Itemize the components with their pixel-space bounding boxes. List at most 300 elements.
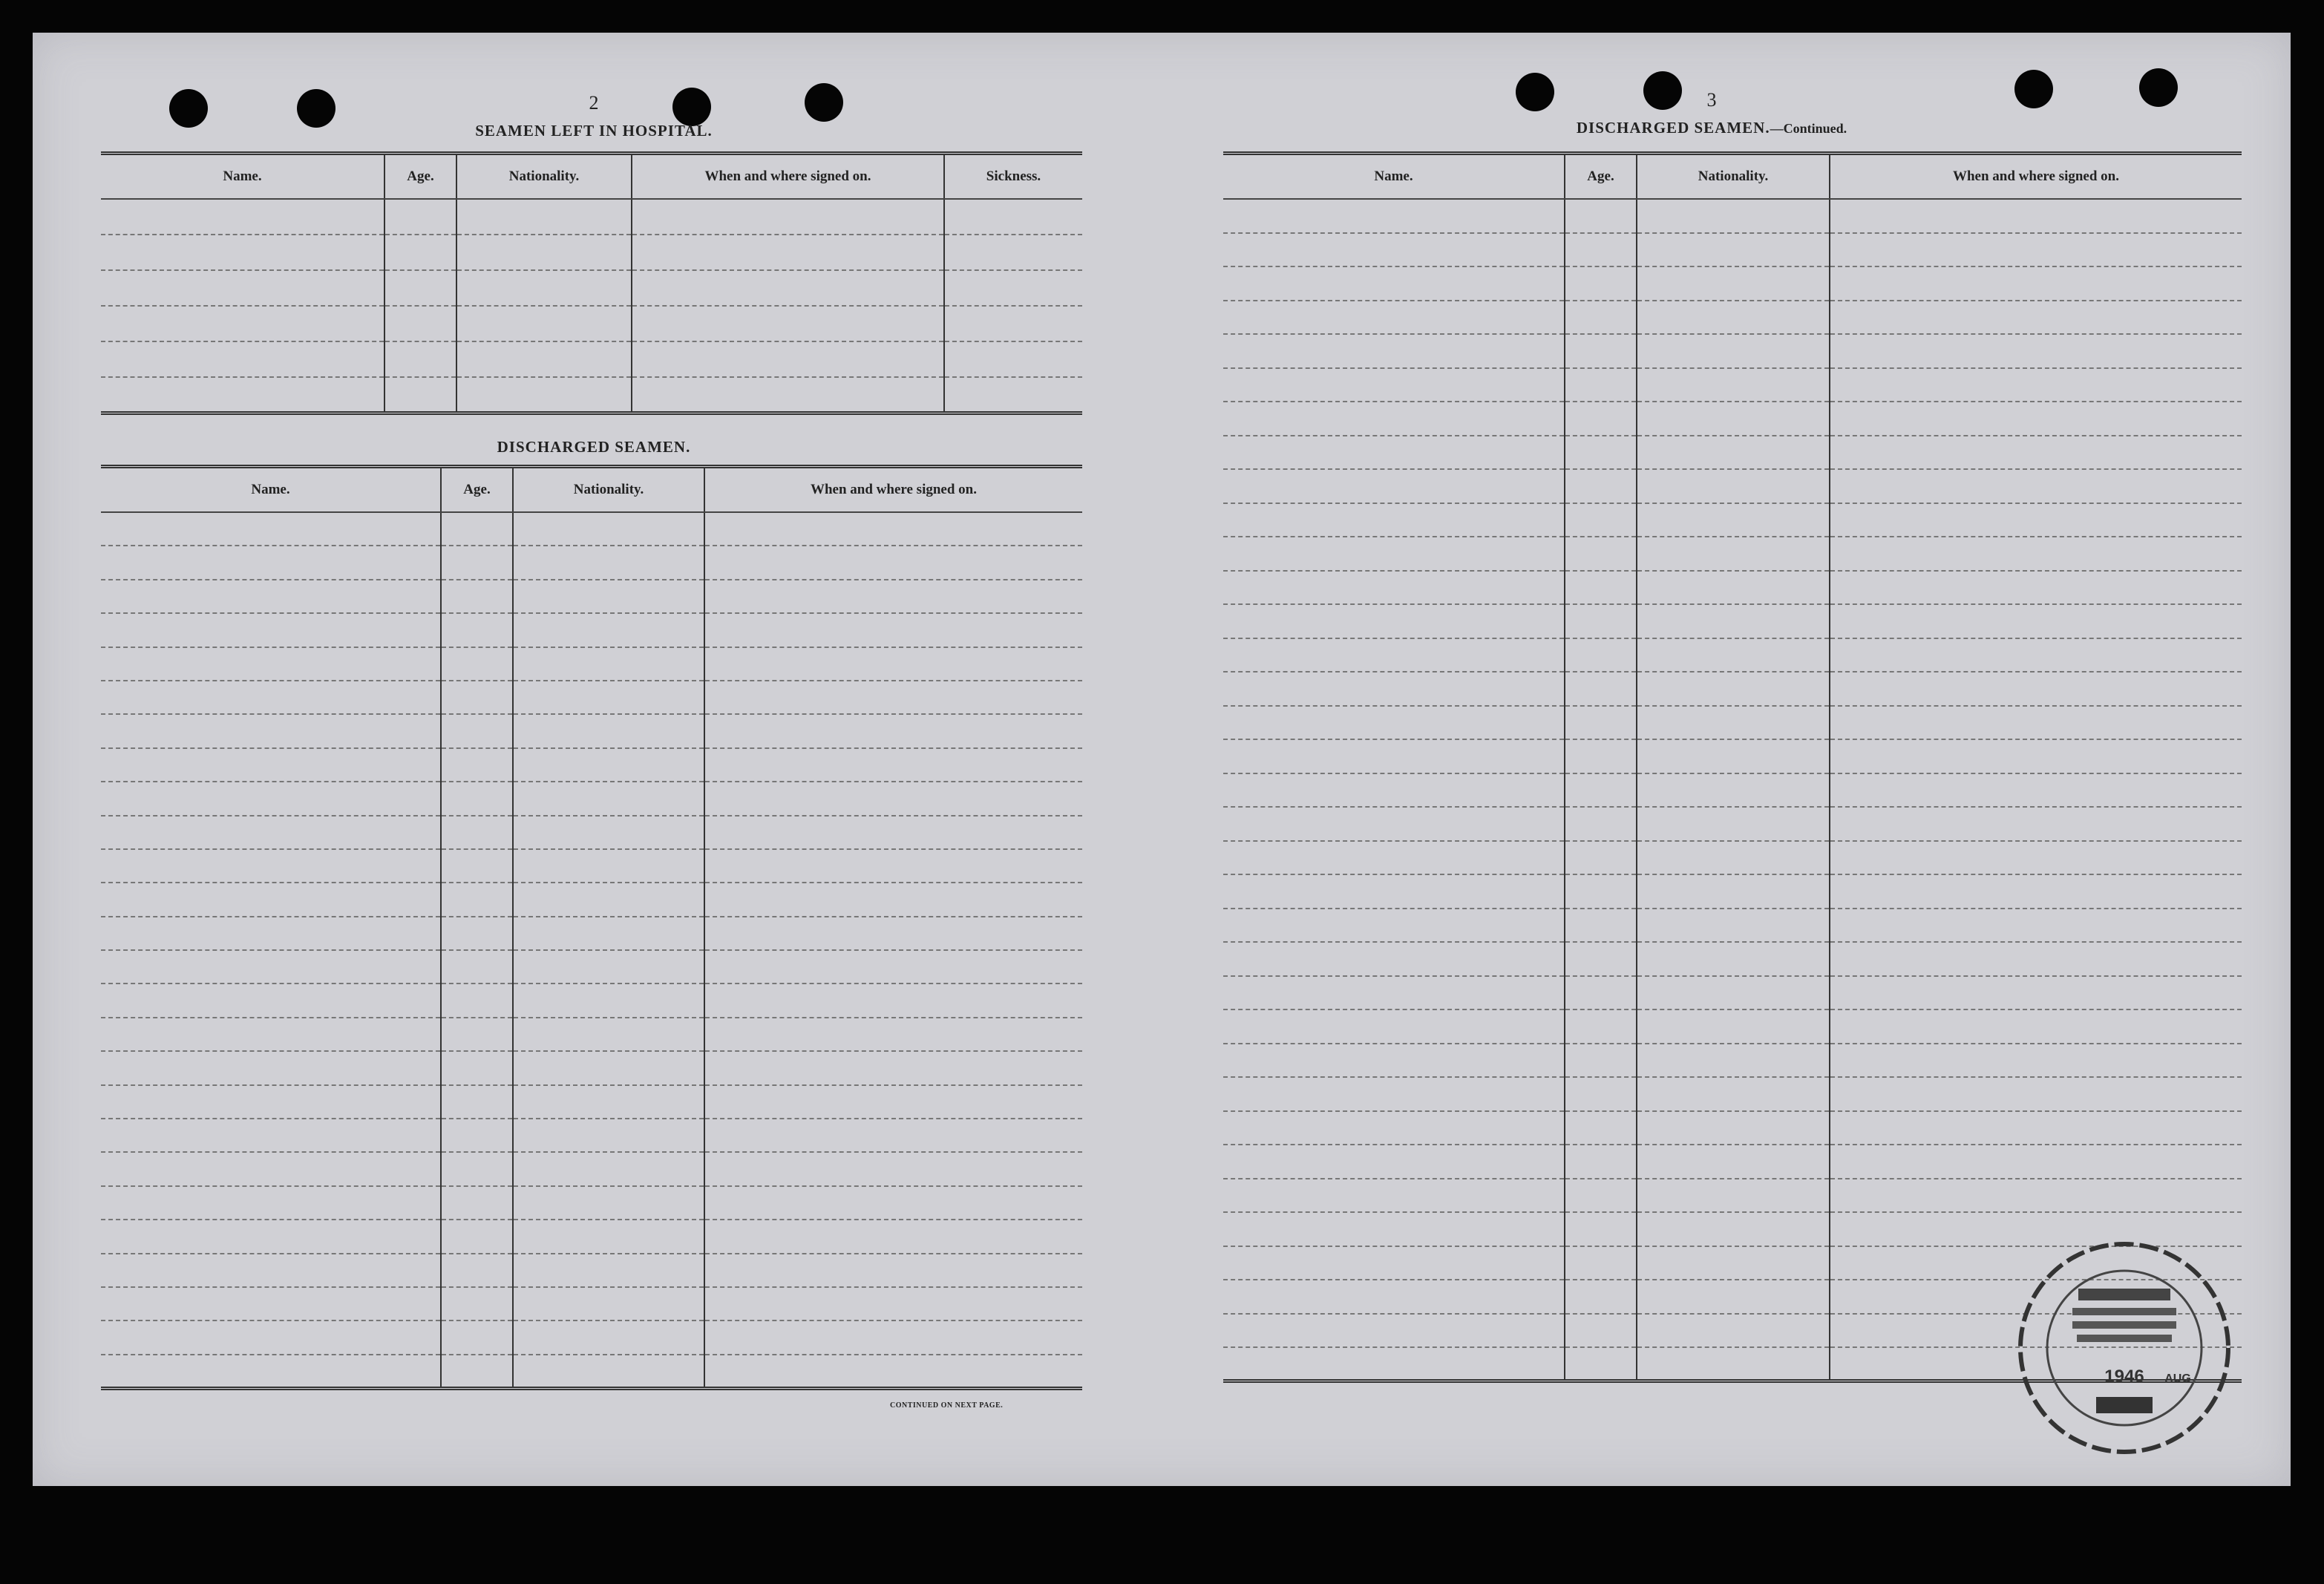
table-cell — [1830, 233, 2242, 267]
table-cell — [1830, 604, 2242, 638]
table-cell — [1637, 672, 1830, 706]
table-cell — [101, 849, 441, 883]
table-row — [1223, 301, 2242, 335]
table-cell — [513, 950, 704, 984]
table-cell — [1830, 773, 2242, 808]
table-cell — [513, 1320, 704, 1354]
table-cell — [384, 306, 456, 341]
table-cell — [704, 1254, 1082, 1287]
table-cell — [101, 782, 441, 815]
table-cell — [1565, 1179, 1637, 1213]
table-cell — [441, 984, 513, 1017]
table-cell — [441, 883, 513, 916]
table-cell — [513, 1152, 704, 1185]
table-cell — [1223, 1077, 1565, 1111]
table-row — [101, 1186, 1082, 1220]
table-row — [1223, 909, 2242, 943]
table-cell — [1637, 1044, 1830, 1078]
table-cell — [1830, 469, 2242, 503]
table-row — [101, 748, 1082, 782]
table-cell — [1637, 233, 1830, 267]
table-row — [101, 235, 1082, 270]
right-section-title — [1489, 119, 1934, 137]
table-header-row — [101, 467, 1082, 513]
table-cell — [1223, 1314, 1565, 1348]
table-cell — [1637, 503, 1830, 537]
table-cell — [1830, 537, 2242, 571]
table-cell — [704, 1085, 1082, 1119]
table-cell — [1565, 909, 1637, 943]
hospital-table — [101, 151, 1082, 415]
table-cell — [1565, 537, 1637, 571]
table-row — [1223, 976, 2242, 1010]
table-cell — [944, 235, 1082, 270]
table-row — [101, 883, 1082, 916]
table-row — [1223, 1179, 2242, 1213]
table-cell — [1637, 706, 1830, 740]
punch-hole — [1643, 71, 1682, 110]
table-cell — [1830, 503, 2242, 537]
column-header-age: Age. — [384, 154, 456, 200]
table-cell — [632, 341, 944, 377]
table-cell — [1830, 909, 2242, 943]
table-cell — [1565, 571, 1637, 605]
table-cell — [1830, 1077, 2242, 1111]
table-cell — [513, 816, 704, 849]
punch-hole — [169, 89, 208, 128]
discharged-section-title: DISCHARGED SEAMEN. — [497, 438, 691, 456]
column-header-nationality: Nationality. — [456, 154, 632, 200]
table-cell — [101, 235, 384, 270]
table-row — [1223, 706, 2242, 740]
table-cell — [513, 782, 704, 815]
hospital-section-title: SEAMEN LEFT IN HOSPITAL. — [475, 122, 713, 140]
table-row — [1223, 942, 2242, 976]
table-row — [1223, 436, 2242, 470]
punch-hole — [1516, 73, 1554, 111]
table-cell — [1830, 638, 2242, 672]
table-cell — [101, 1051, 441, 1084]
table-cell — [101, 1119, 441, 1152]
table-cell — [101, 1220, 441, 1253]
column-header-signed-on: When and where signed on. — [1830, 154, 2242, 200]
discharged-table-body — [101, 512, 1082, 1388]
table-cell — [101, 306, 384, 341]
table-cell — [704, 546, 1082, 579]
table-row — [1223, 807, 2242, 841]
table-row — [101, 341, 1082, 377]
table-row — [101, 580, 1082, 613]
table-row — [101, 1152, 1082, 1185]
table-row — [1223, 537, 2242, 571]
table-cell — [1565, 976, 1637, 1010]
table-cell — [1637, 1009, 1830, 1044]
table-cell — [441, 1051, 513, 1084]
table-cell — [384, 199, 456, 235]
table-cell — [1637, 841, 1830, 875]
table-cell — [513, 714, 704, 747]
table-cell — [1830, 807, 2242, 841]
table-cell — [513, 1287, 704, 1320]
column-header-age: Age. — [441, 467, 513, 513]
table-header-row — [101, 154, 1082, 200]
table-cell — [1223, 1347, 1565, 1381]
table-cell — [101, 1152, 441, 1185]
table-cell — [513, 748, 704, 782]
table-cell — [1637, 1212, 1830, 1246]
table-row — [1223, 1145, 2242, 1179]
table-cell — [513, 546, 704, 579]
table-cell — [441, 1287, 513, 1320]
table-cell — [384, 235, 456, 270]
table-cell — [441, 917, 513, 950]
table-cell — [1637, 1314, 1830, 1348]
table-cell — [101, 199, 384, 235]
table-cell — [513, 1355, 704, 1388]
column-header-age: Age. — [1565, 154, 1637, 200]
table-cell — [513, 613, 704, 647]
table-cell — [441, 1152, 513, 1185]
table-cell — [704, 1220, 1082, 1253]
table-cell — [1223, 1212, 1565, 1246]
table-row — [101, 270, 1082, 306]
table-cell — [1637, 571, 1830, 605]
table-cell — [1565, 739, 1637, 773]
table-cell — [1565, 402, 1637, 436]
table-row — [101, 613, 1082, 647]
table-cell — [456, 377, 632, 413]
table-cell — [456, 270, 632, 306]
table-cell — [513, 1018, 704, 1051]
table-cell — [101, 377, 384, 413]
table-cell — [1565, 773, 1637, 808]
table-row — [101, 984, 1082, 1017]
table-cell — [1830, 571, 2242, 605]
table-cell — [1223, 604, 1565, 638]
discharged-continued-table-body — [1223, 199, 2242, 1381]
table-cell — [1637, 301, 1830, 335]
table-cell — [704, 714, 1082, 747]
table-cell — [1223, 874, 1565, 909]
table-cell — [1223, 503, 1565, 537]
table-cell — [1637, 1179, 1830, 1213]
table-cell — [513, 1220, 704, 1253]
table-row — [101, 306, 1082, 341]
table-cell — [1223, 537, 1565, 571]
table-cell — [1830, 199, 2242, 233]
table-cell — [1223, 773, 1565, 808]
table-row — [101, 1085, 1082, 1119]
table-cell — [944, 306, 1082, 341]
table-row — [1223, 1009, 2242, 1044]
table-row — [101, 681, 1082, 714]
table-cell — [704, 984, 1082, 1017]
table-cell — [441, 748, 513, 782]
left-page-number: 2 — [589, 92, 599, 114]
table-cell — [944, 270, 1082, 306]
right-page-number: 3 — [1706, 89, 1717, 111]
table-row — [101, 546, 1082, 579]
column-header-name: Name. — [1223, 154, 1565, 200]
table-cell — [704, 782, 1082, 815]
table-cell — [101, 580, 441, 613]
table-cell — [101, 984, 441, 1017]
table-cell — [704, 883, 1082, 916]
table-cell — [513, 849, 704, 883]
table-cell — [704, 580, 1082, 613]
table-cell — [632, 270, 944, 306]
table-cell — [101, 1320, 441, 1354]
table-cell — [1830, 976, 2242, 1010]
table-cell — [1223, 1280, 1565, 1314]
table-cell — [1565, 841, 1637, 875]
table-cell — [1830, 942, 2242, 976]
table-row — [1223, 672, 2242, 706]
right-section-title-main: DISCHARGED SEAMEN. — [1576, 119, 1770, 137]
table-cell — [513, 1186, 704, 1220]
table-cell — [1637, 334, 1830, 368]
table-cell — [1565, 233, 1637, 267]
table-row — [1223, 874, 2242, 909]
table-cell — [1637, 604, 1830, 638]
table-row — [1223, 503, 2242, 537]
table-cell — [1223, 909, 1565, 943]
table-row — [1223, 199, 2242, 233]
table-cell — [101, 270, 384, 306]
table-cell — [1830, 1044, 2242, 1078]
table-cell — [1223, 942, 1565, 976]
table-cell — [1830, 1145, 2242, 1179]
table-cell — [441, 1018, 513, 1051]
table-cell — [1565, 638, 1637, 672]
table-cell — [1223, 266, 1565, 301]
table-cell — [456, 235, 632, 270]
table-row — [1223, 604, 2242, 638]
table-cell — [441, 546, 513, 579]
table-cell — [1223, 436, 1565, 470]
hospital-table-body — [101, 199, 1082, 413]
table-cell — [1830, 368, 2242, 402]
table-cell — [384, 341, 456, 377]
table-row — [1223, 334, 2242, 368]
table-cell — [101, 1287, 441, 1320]
table-cell — [1637, 1145, 1830, 1179]
table-row — [1223, 739, 2242, 773]
table-cell — [1830, 334, 2242, 368]
table-cell — [632, 199, 944, 235]
table-cell — [1830, 436, 2242, 470]
table-cell — [1637, 266, 1830, 301]
table-cell — [101, 546, 441, 579]
punch-hole — [297, 89, 335, 128]
table-row — [101, 377, 1082, 413]
table-cell — [1223, 402, 1565, 436]
table-cell — [1637, 199, 1830, 233]
table-cell — [441, 580, 513, 613]
table-cell — [704, 1320, 1082, 1354]
table-row — [101, 1018, 1082, 1051]
table-row — [101, 1119, 1082, 1152]
table-cell — [1565, 1212, 1637, 1246]
table-cell — [1223, 1111, 1565, 1145]
table-cell — [1565, 1347, 1637, 1381]
table-row — [101, 1320, 1082, 1354]
document-sheet — [33, 33, 2291, 1486]
table-cell — [1565, 942, 1637, 976]
table-cell — [1830, 874, 2242, 909]
table-cell — [944, 199, 1082, 235]
table-cell — [704, 816, 1082, 849]
table-cell — [513, 647, 704, 681]
table-row — [1223, 233, 2242, 267]
table-cell — [513, 512, 704, 546]
table-cell — [1830, 672, 2242, 706]
table-cell — [101, 714, 441, 747]
table-cell — [441, 1320, 513, 1354]
table-cell — [101, 681, 441, 714]
table-row — [101, 1355, 1082, 1388]
table-row — [101, 1220, 1082, 1253]
table-cell — [1565, 604, 1637, 638]
table-cell — [1565, 266, 1637, 301]
table-cell — [1223, 706, 1565, 740]
table-cell — [1637, 1347, 1830, 1381]
table-cell — [704, 1152, 1082, 1185]
table-cell — [704, 1051, 1082, 1084]
table-cell — [1223, 301, 1565, 335]
table-row — [101, 199, 1082, 235]
table-cell — [704, 1287, 1082, 1320]
table-cell — [513, 681, 704, 714]
table-row — [1223, 469, 2242, 503]
column-header-signed-on: When and where signed on. — [632, 154, 944, 200]
table-row — [1223, 571, 2242, 605]
table-cell — [944, 341, 1082, 377]
table-cell — [1223, 1246, 1565, 1280]
table-cell — [1830, 841, 2242, 875]
table-cell — [1637, 1111, 1830, 1145]
column-header-name: Name. — [101, 467, 441, 513]
table-cell — [456, 199, 632, 235]
table-cell — [1223, 368, 1565, 402]
table-row — [101, 917, 1082, 950]
table-cell — [101, 613, 441, 647]
table-cell — [1565, 199, 1637, 233]
table-cell — [1565, 334, 1637, 368]
table-header-row — [1223, 154, 2242, 200]
table-cell — [1637, 773, 1830, 808]
table-cell — [1830, 266, 2242, 301]
table-cell — [1565, 1314, 1637, 1348]
table-cell — [441, 1254, 513, 1287]
stamp-month-text: AUG — [2164, 1372, 2191, 1385]
table-cell — [513, 883, 704, 916]
column-header-sickness: Sickness. — [944, 154, 1082, 200]
table-cell — [513, 1051, 704, 1084]
table-cell — [1223, 1179, 1565, 1213]
table-cell — [1565, 368, 1637, 402]
table-cell — [441, 1119, 513, 1152]
table-cell — [1637, 1280, 1830, 1314]
table-cell — [384, 377, 456, 413]
table-row — [1223, 1111, 2242, 1145]
table-cell — [1830, 1111, 2242, 1145]
table-cell — [1637, 537, 1830, 571]
continued-footer: CONTINUED ON NEXT PAGE. — [890, 1401, 1004, 1410]
table-cell — [441, 714, 513, 747]
table-cell — [1223, 233, 1565, 267]
table-row — [101, 1051, 1082, 1084]
table-cell — [704, 950, 1082, 984]
table-row — [101, 849, 1082, 883]
table-cell — [441, 849, 513, 883]
table-cell — [441, 512, 513, 546]
table-cell — [101, 1186, 441, 1220]
table-cell — [704, 1186, 1082, 1220]
table-row — [1223, 368, 2242, 402]
table-row — [1223, 638, 2242, 672]
table-cell — [704, 613, 1082, 647]
table-cell — [632, 306, 944, 341]
table-cell — [513, 917, 704, 950]
column-header-signed-on: When and where signed on. — [704, 467, 1082, 513]
table-cell — [101, 647, 441, 681]
table-cell — [1830, 706, 2242, 740]
table-cell — [456, 341, 632, 377]
table-cell — [1565, 807, 1637, 841]
table-cell — [1830, 739, 2242, 773]
table-cell — [1223, 469, 1565, 503]
discharged-table — [101, 465, 1082, 1390]
table-cell — [1223, 841, 1565, 875]
table-cell — [1637, 942, 1830, 976]
table-cell — [1223, 739, 1565, 773]
table-cell — [101, 1085, 441, 1119]
table-cell — [513, 1085, 704, 1119]
table-cell — [101, 1254, 441, 1287]
discharged-continued-table — [1223, 151, 2242, 1383]
table-cell — [513, 1254, 704, 1287]
table-cell — [101, 1355, 441, 1388]
table-cell — [1223, 334, 1565, 368]
table-cell — [1565, 469, 1637, 503]
table-cell — [1565, 1145, 1637, 1179]
punch-hole — [805, 83, 843, 122]
table-cell — [1565, 1246, 1637, 1280]
table-cell — [1637, 874, 1830, 909]
table-cell — [1223, 199, 1565, 233]
table-cell — [1830, 301, 2242, 335]
table-row — [101, 1254, 1082, 1287]
table-cell — [632, 235, 944, 270]
table-row — [101, 1287, 1082, 1320]
table-row — [101, 816, 1082, 849]
table-cell — [1637, 469, 1830, 503]
table-row — [1223, 773, 2242, 808]
table-row — [1223, 402, 2242, 436]
table-cell — [441, 1220, 513, 1253]
table-cell — [1637, 909, 1830, 943]
table-cell — [1565, 1077, 1637, 1111]
table-cell — [101, 748, 441, 782]
table-cell — [1223, 1145, 1565, 1179]
table-cell — [1565, 1009, 1637, 1044]
table-cell — [1223, 672, 1565, 706]
table-cell — [1637, 1246, 1830, 1280]
table-cell — [1223, 1044, 1565, 1078]
table-row — [101, 714, 1082, 747]
table-cell — [101, 341, 384, 377]
